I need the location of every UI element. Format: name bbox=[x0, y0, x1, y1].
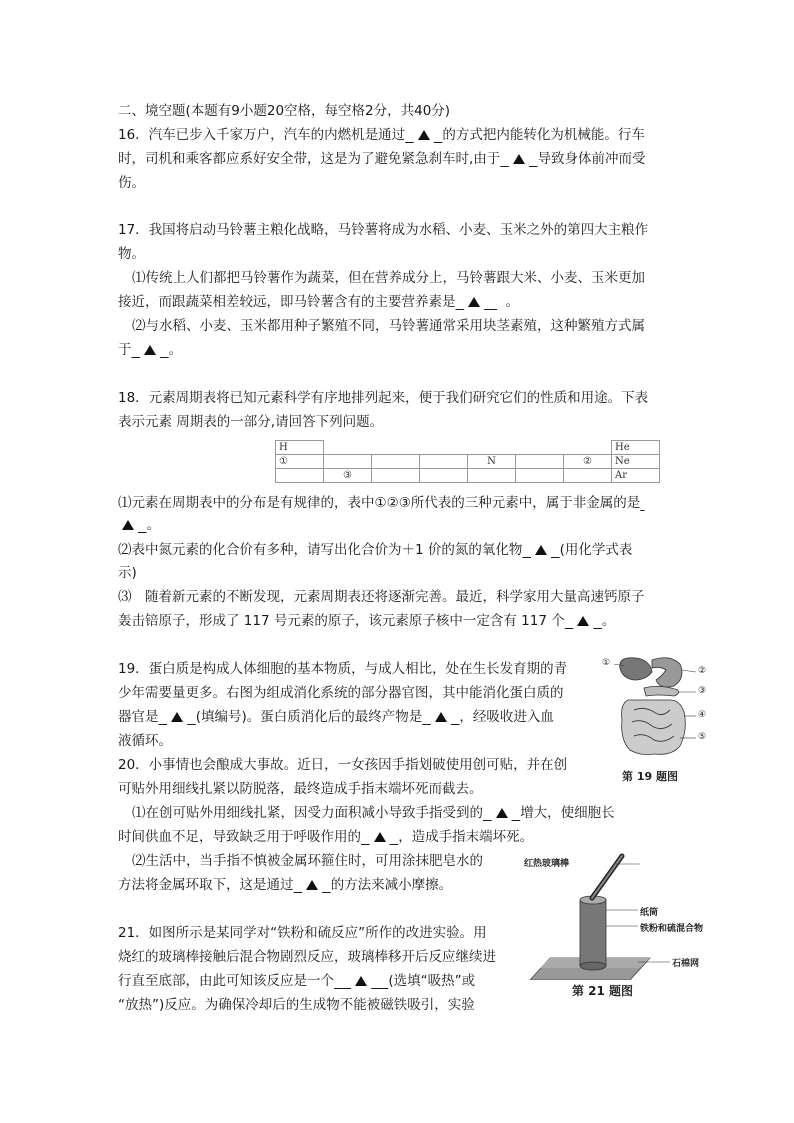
pt-cell-h: H bbox=[276, 441, 324, 455]
q18-line6: 示) bbox=[118, 565, 137, 581]
answer-blank[interactable] bbox=[405, 124, 442, 146]
pt-cell-ar: Ar bbox=[612, 469, 660, 483]
q20-line3: ⑴在创可贴外用细线扎紧，因受力面积减小导致手指受到的 增大，使细胞长 bbox=[132, 802, 692, 824]
q19-line3: 器官是 (填编号)。蛋白质消化后的最终产物是 ，经吸收进入血 bbox=[118, 706, 588, 728]
triangle-icon bbox=[355, 976, 367, 986]
digestive-organs-illustration bbox=[600, 650, 710, 765]
q18-line1: 18．元素周期表将已知元素科学有序地排列起来，便于我们研究它们的性质和用途。下表 bbox=[118, 390, 649, 406]
fig19-label-3: ③ bbox=[698, 686, 707, 696]
answer-blank[interactable] bbox=[456, 291, 497, 313]
q17-line3: ⑴传统上人们都把马铃薯作为蔬菜，但在营养成分上，马铃薯跟大米、小麦、玉米更加 bbox=[132, 270, 645, 286]
answer-blank[interactable] bbox=[294, 874, 331, 896]
q21-line2: 烧红的玻璃棒接触后混合物剧烈反应，玻璃棒移开后反应继续进 bbox=[118, 949, 496, 965]
answer-blank[interactable] bbox=[159, 706, 196, 728]
q21-line4: “放热”)反应。为确保冷却后的生成物不能被磁铁吸引，实验 bbox=[118, 997, 475, 1013]
q19-line4: 液循环。 bbox=[118, 733, 172, 749]
fig21-label-tube: 纸筒 bbox=[640, 908, 659, 918]
triangle-icon bbox=[171, 712, 183, 722]
answer-blank[interactable] bbox=[422, 706, 459, 728]
answer-blank[interactable] bbox=[118, 514, 147, 536]
q17-line6: 于 。 bbox=[118, 339, 678, 361]
q16-line3: 伤。 bbox=[118, 175, 145, 191]
q18-line5: ⑵表中氮元素的化合价有多种，请写出化合价为＋1 价的氮的氧化物 (用化学式表 bbox=[118, 539, 678, 561]
fig19-label-4: ④ bbox=[698, 710, 707, 720]
section-title: 二、境空题(本题有9小题20空格，每空格2分，共40分) bbox=[118, 103, 451, 119]
answer-blank[interactable] bbox=[522, 539, 559, 561]
q20-line4: 时间供血不足，导致缺乏用于呼吸作用的 ，造成手指末端坏死。 bbox=[118, 826, 678, 848]
fig21-label-rod: 红热玻璃棒 bbox=[524, 859, 570, 869]
q20-line5: ⑵生活中，当手指不慎被金属环箍住时，可用涂抹肥皂水的 bbox=[132, 853, 483, 869]
q18-line4: 。 bbox=[118, 514, 678, 536]
q18-line7: ⑶ 随着新元素的不断发现，元素周期表还将逐渐完善。最近，科学家用大量高速钙原子 bbox=[118, 589, 645, 605]
q20-line6: 方法将金属环取下，这是通过 的方法来减小摩擦。 bbox=[118, 874, 678, 896]
triangle-icon bbox=[535, 545, 547, 555]
q17-line1: 17．我国将启动马铃薯主粮化战略，马铃薯将成为水稻、小麦、玉米之外的第四大主粮作 bbox=[118, 222, 649, 238]
fig21-label-mix: 铁粉和硫混合物 bbox=[640, 924, 704, 934]
fig19-label-5: ⑤ bbox=[698, 732, 707, 742]
q21-line1: 21．如图所示是某同学对“铁粉和硫反应”所作的改进实验。用 bbox=[118, 925, 487, 941]
digestive-system-figure bbox=[600, 650, 710, 785]
fig21-label-net: 石棉网 bbox=[672, 959, 700, 969]
triangle-icon bbox=[122, 520, 134, 530]
q18-line2: 表示元素 周期表的一部分,请回答下列问题。 bbox=[118, 414, 384, 430]
q21-line3: 行直至底部，由此可知该反应是一个 (选填“吸热”或 bbox=[118, 970, 518, 992]
q17-line2: 物。 bbox=[118, 246, 145, 262]
triangle-icon bbox=[496, 808, 508, 818]
answer-blank[interactable] bbox=[132, 339, 169, 361]
q17-line5: ⑵与水稻、小麦、玉米都用种子繁殖不同，马铃薯通常采用块茎素殖，这种繁殖方式属 bbox=[132, 318, 645, 334]
q16-line2: 时，司机和乘客都应系好安全带，这是为了避免紧急刹车时,由于 导致身体前冲而受 bbox=[118, 148, 678, 170]
pt-cell-n: N bbox=[468, 455, 516, 469]
q18-line8: 轰击锫原子，形成了 117 号元素的原子，该元素原子核中一定含有 117 个 。 bbox=[118, 610, 678, 632]
triangle-icon bbox=[577, 616, 589, 626]
pt-cell-he: He bbox=[612, 441, 660, 455]
triangle-icon bbox=[306, 880, 318, 890]
pt-cell-3: ③ bbox=[324, 469, 372, 483]
fig19-label-2: ② bbox=[698, 666, 707, 676]
periodic-table bbox=[275, 440, 660, 483]
triangle-icon bbox=[418, 130, 430, 140]
answer-blank[interactable] bbox=[483, 802, 520, 824]
triangle-icon bbox=[374, 832, 386, 842]
answer-blank[interactable] bbox=[500, 148, 537, 170]
answer-blank[interactable] bbox=[565, 610, 602, 632]
pt-cell-ne: Ne bbox=[612, 455, 660, 469]
q19-line1: 19．蛋白质是构成人体细胞的基本物质，与成人相比，处在生长发育期的青 bbox=[118, 661, 568, 677]
answer-blank[interactable] bbox=[361, 826, 398, 848]
q19-line2: 少年需要量更多。右图为组成消化系统的部分器官图，其中能消化蛋白质的 bbox=[118, 685, 564, 701]
q18-line3: ⑴元素在周期表中的分布是有规律的，表中①②③所代表的三种元素中，属于非金属的是 bbox=[118, 495, 641, 511]
triangle-icon bbox=[144, 345, 156, 355]
fig19-label-1: ① bbox=[602, 658, 611, 668]
triangle-icon bbox=[513, 154, 525, 164]
fig19-caption: 第 19 题图 bbox=[622, 770, 678, 783]
iron-sulfur-experiment-figure bbox=[520, 850, 720, 1000]
triangle-icon bbox=[435, 712, 447, 722]
q17-line4: 接近，而跟蔬菜相差较远，即马铃薯含有的主要营养素是 。 bbox=[118, 291, 678, 313]
q20-line2: 可贴外用细线扎紧以防脱落，最终造成手指末端坏死而截去。 bbox=[118, 781, 483, 797]
pt-cell-2: ② bbox=[564, 455, 612, 469]
pt-cell-1: ① bbox=[276, 455, 324, 469]
q20-line1: 20．小事情也会酿成大事故。近日，一女孩因手指划破使用创可贴，并在创 bbox=[118, 757, 568, 773]
fig21-caption: 第 21 题图 bbox=[572, 984, 634, 998]
answer-blank[interactable] bbox=[334, 970, 388, 992]
triangle-icon bbox=[468, 297, 480, 307]
q16-line1: 16．汽车已步入千家万户，汽车的内燃机是通过 的方式把内能转化为机械能。行车 bbox=[118, 124, 678, 146]
